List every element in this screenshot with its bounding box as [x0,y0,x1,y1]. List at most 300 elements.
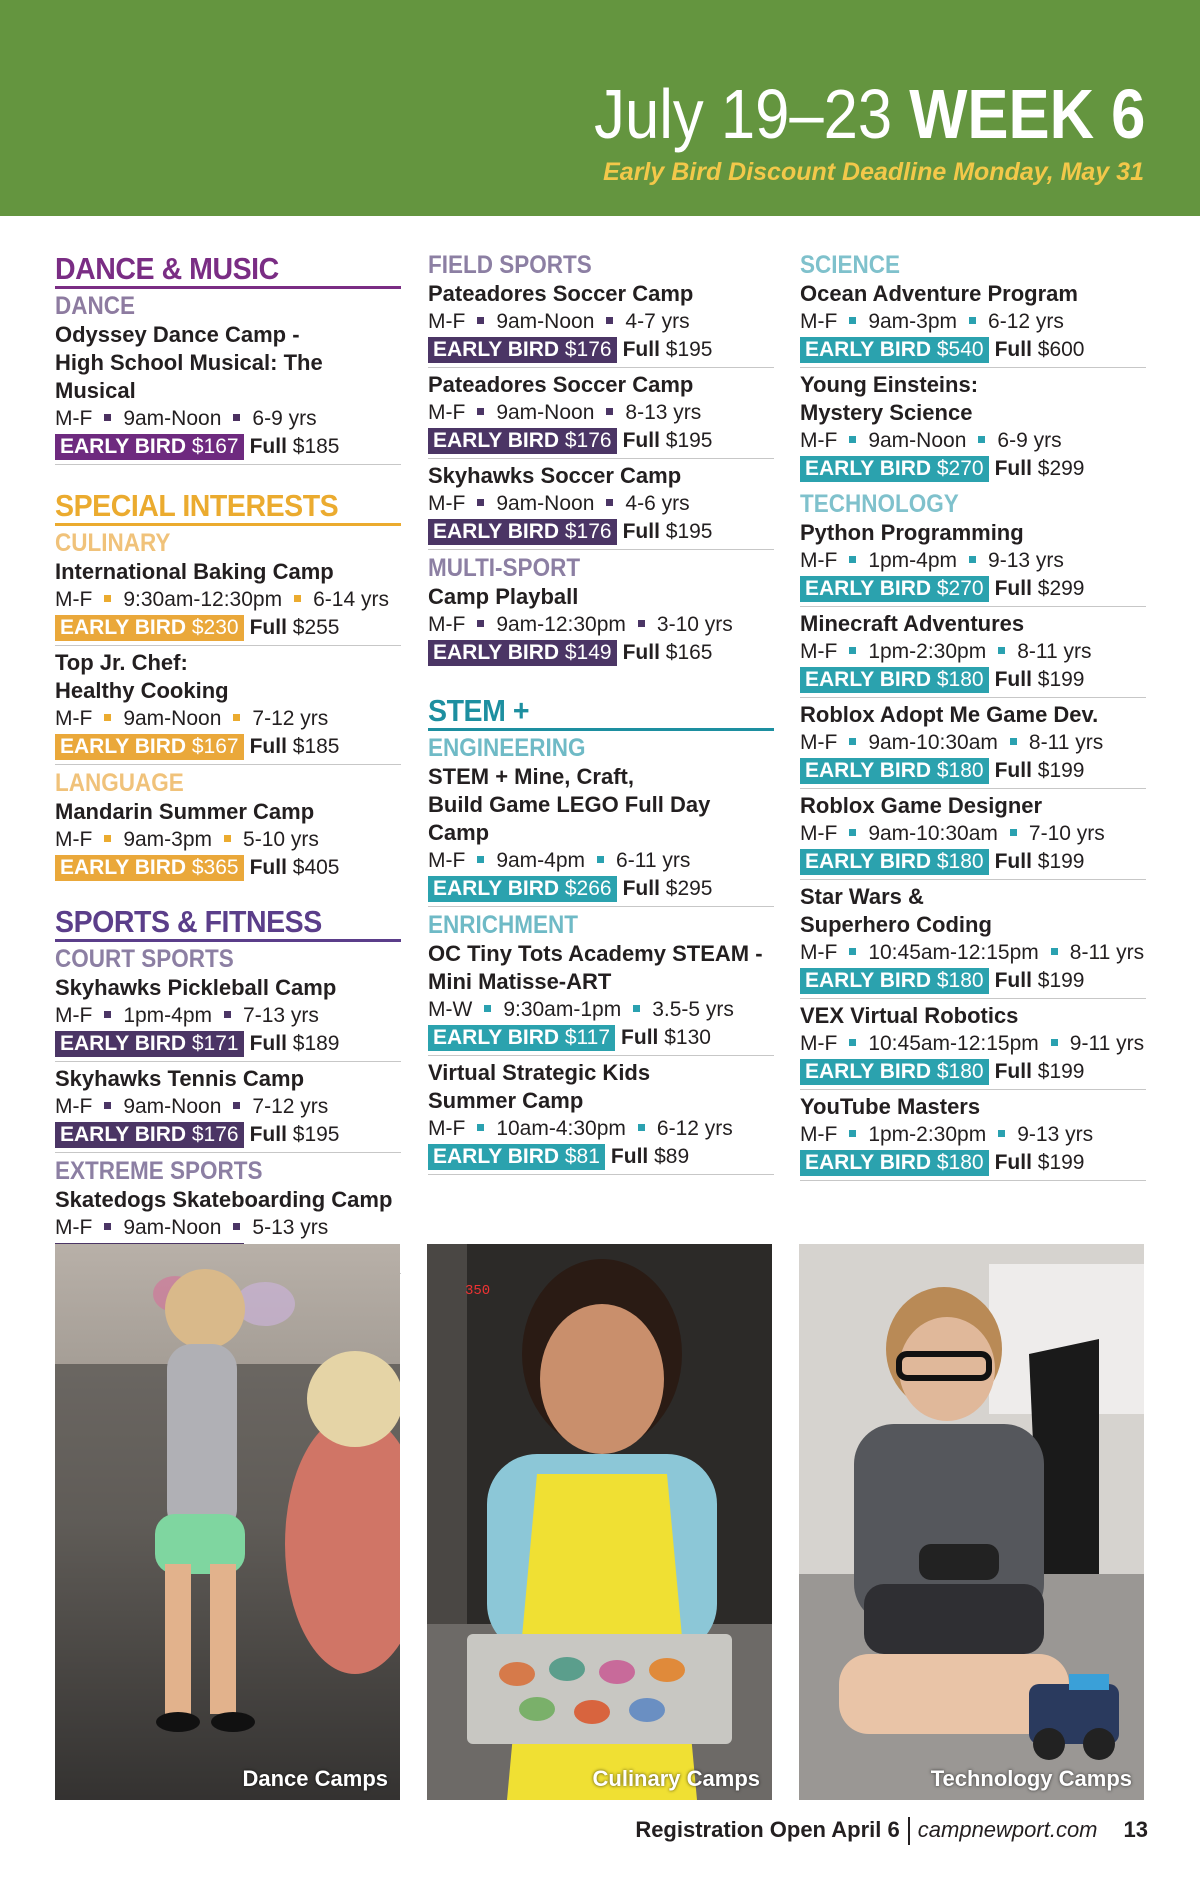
bullet-icon [233,1102,240,1109]
bullet-icon [998,1130,1005,1137]
camp-entry [800,883,1146,999]
full-price [623,338,713,361]
camp-ages: 7-10 yrs [1028,822,1105,845]
full-price [995,1151,1085,1174]
camp-days: M-F [800,731,838,754]
camp-ages: 9-11 yrs [1069,1032,1145,1055]
full-price-value: $189 [292,1032,340,1055]
week-number: WEEK 6 [908,75,1145,153]
bullet-icon [969,317,976,324]
camp-days: M-F [55,828,93,851]
camp-entry [55,558,401,646]
early-bird-badge [800,849,989,875]
early-bird-price: $149 [564,641,612,664]
camp-name: YouTube Masters [800,1094,981,1119]
camp-name: VEX Virtual Robotics [800,1003,1019,1028]
early-bird-price: $180 [936,668,984,691]
bullet-icon [104,1223,111,1230]
bullet-icon [477,620,484,627]
early-bird-price: $167 [191,735,239,758]
camp-days: M-F [55,1004,93,1027]
early-bird-badge [55,434,244,460]
column-2 [428,250,774,1178]
camp-pricing [800,336,1146,364]
early-bird-badge [55,1122,244,1148]
section-stem [428,692,774,1175]
full-price [995,457,1085,480]
subsection-engineering: ENGINEERING [428,734,586,762]
subsection-extreme-sports: EXTREME SPORTS [55,1157,263,1185]
camp-list-enrichment [428,940,774,1175]
early-bird-label: EARLY BIRD [805,1151,932,1174]
bullet-icon [849,647,856,654]
camp-days: M-F [55,1216,93,1239]
bullet-icon [606,408,613,415]
full-price [995,577,1085,600]
camp-time: 9am-12:30pm [496,613,626,636]
early-bird-label: EARLY BIRD [805,759,932,782]
full-label: Full [994,850,1032,873]
full-price-value: $199 [1037,1151,1085,1174]
camp-pricing [55,733,401,761]
early-bird-price: $176 [564,429,612,452]
bullet-icon [477,1124,484,1131]
camp-time: 9am-3pm [123,828,213,851]
early-bird-price: $270 [936,577,984,600]
bullet-icon [1051,1039,1058,1046]
camp-entry [428,940,774,1056]
camp-name: Skyhawks Tennis Camp [55,1066,305,1091]
camp-days: M-F [55,1095,93,1118]
bullet-icon [104,414,111,421]
full-price-value: $405 [292,856,340,879]
bullet-icon [1051,948,1058,955]
camp-days: M-F [800,822,838,845]
full-price-value: $89 [654,1145,690,1168]
camp-time: 9am-Noon [868,429,967,452]
camp-schedule [428,847,774,875]
camp-name: Camp Playball [428,584,579,609]
early-bird-badge [428,1144,605,1170]
camp-days: M-F [800,1123,838,1146]
bullet-icon [1010,738,1017,745]
week-title [594,74,1145,154]
column-3 [800,250,1146,1184]
camp-time: 9am-3pm [868,310,958,333]
early-bird-badge [55,1031,244,1057]
bullet-icon [104,595,111,602]
early-bird-badge [800,456,989,482]
bullet-icon [224,835,231,842]
bullet-icon [638,1124,645,1131]
bullet-icon [978,436,985,443]
camp-time: 9am-Noon [496,310,595,333]
camp-schedule [800,427,1146,455]
bullet-icon [638,620,645,627]
early-bird-deadline: Early Bird Discount Deadline Monday, May 31 [603,158,1144,186]
bullet-icon [104,1102,111,1109]
section-title-sports-fitness: SPORTS & FITNESS [55,904,322,939]
bullet-icon [104,714,111,721]
full-label: Full [249,1032,287,1055]
full-price-value: $195 [665,338,713,361]
camp-list-culinary [55,558,401,765]
full-price [995,759,1085,782]
full-label: Full [622,520,660,543]
camp-entry [800,280,1146,368]
early-bird-label: EARLY BIRD [433,641,560,664]
subsection-multi-sport: MULTI-SPORT [428,554,581,582]
section-sports-fitness [55,903,401,1274]
photo-technology-camps [799,1244,1144,1800]
camp-schedule [55,1093,401,1121]
early-bird-price: $180 [936,1060,984,1083]
camp-schedule [428,611,774,639]
camp-name: Python Programming [800,520,1024,545]
camp-days: M-F [800,549,838,572]
early-bird-price: $365 [191,856,239,879]
camp-list-court-sports [55,974,401,1153]
early-bird-label: EARLY BIRD [60,616,187,639]
camp-days: M-W [428,998,473,1021]
camp-days: M-F [428,849,466,872]
photo-caption: Dance Camps [242,1766,388,1791]
full-label: Full [994,338,1032,361]
early-bird-label: EARLY BIRD [805,457,932,480]
section-rule [55,286,401,289]
camp-name: Young Einsteins: Mystery Science [800,372,979,425]
full-price-value: $299 [1037,457,1085,480]
bullet-icon [849,1039,856,1046]
section-title-stem: STEM + [428,693,530,728]
camp-pricing [800,757,1146,785]
camp-schedule [800,638,1146,666]
camp-schedule [55,705,401,733]
full-price-value: $165 [665,641,713,664]
svg-text:350: 350 [465,1283,491,1299]
camp-schedule [55,405,401,433]
full-price-value: $195 [665,520,713,543]
bullet-icon [477,499,484,506]
camp-days: M-F [55,407,93,430]
full-price [250,1032,340,1055]
full-price [995,850,1085,873]
camp-pricing [800,967,1146,995]
website-link[interactable]: campnewport.com [917,1817,1098,1842]
early-bird-price: $180 [936,850,984,873]
full-price-value: $199 [1037,759,1085,782]
camp-pricing [428,427,774,455]
bullet-icon [477,856,484,863]
camp-time: 9am-Noon [123,407,222,430]
camp-time: 9am-Noon [496,492,595,515]
camp-days: M-F [428,492,466,515]
photo-culinary-camps [427,1244,772,1800]
camp-schedule [428,996,774,1024]
full-price [995,969,1085,992]
camp-schedule [428,490,774,518]
early-bird-badge [55,855,244,881]
camp-time: 9am-Noon [123,1216,222,1239]
full-label: Full [249,1123,287,1146]
early-bird-label: EARLY BIRD [433,1145,560,1168]
bullet-icon [233,414,240,421]
camp-entry [800,1002,1146,1090]
section-title-special-interests: SPECIAL INTERESTS [55,488,339,523]
full-price-value: $195 [665,429,713,452]
early-bird-price: $180 [936,759,984,782]
camp-ages: 3-10 yrs [656,613,733,636]
photo-caption: Culinary Camps [592,1766,760,1791]
section-rule [55,523,401,526]
camp-schedule [800,729,1146,757]
camp-name: Ocean Adventure Program [800,281,1078,306]
registration-notice: Registration Open April 6 [635,1817,900,1842]
camp-schedule [800,1121,1146,1149]
full-price [623,641,713,664]
technology-photo-illustration [799,1244,1144,1800]
camp-ages: 8-13 yrs [625,401,702,424]
early-bird-label: EARLY BIRD [433,877,560,900]
camp-pricing [428,639,774,667]
bullet-icon [224,1011,231,1018]
camp-ages: 6-9 yrs [997,429,1062,452]
bullet-icon [998,647,1005,654]
full-label: Full [994,969,1032,992]
camp-days: M-F [428,310,466,333]
section-rule [55,939,401,942]
camp-days: M-F [800,310,838,333]
camp-time: 9am-Noon [123,707,222,730]
camp-schedule [428,1115,774,1143]
bullet-icon [633,1005,640,1012]
bullet-icon [849,948,856,955]
camp-entry [55,798,401,885]
camp-name: Star Wars & Superhero Coding [800,884,992,937]
early-bird-badge [800,337,989,363]
early-bird-price: $176 [564,338,612,361]
camp-ages: 7-12 yrs [252,707,329,730]
camp-pricing [55,433,401,461]
early-bird-label: EARLY BIRD [60,1123,187,1146]
camp-name: Roblox Game Designer [800,793,1043,818]
camp-schedule [800,1030,1146,1058]
full-label: Full [621,1026,659,1049]
camp-name: STEM + Mine, Craft, Build Game LEGO Full Day Camp [428,764,711,845]
camp-ages: 6-12 yrs [988,310,1064,333]
camp-time: 9am-10:30am [868,822,998,845]
subsection-field-sports: FIELD SPORTS [428,251,592,279]
full-price [250,1123,340,1146]
early-bird-label: EARLY BIRD [805,338,932,361]
camp-pricing [428,875,774,903]
camp-entry [428,1059,774,1175]
bullet-icon [484,1005,491,1012]
camp-time: 10:45am-12:15pm [868,941,1039,964]
full-price-value: $195 [292,1123,340,1146]
bullet-icon [294,595,301,602]
early-bird-badge [800,758,989,784]
full-price [250,856,340,879]
camp-days: M-F [800,941,838,964]
page-number: 13 [1123,1817,1148,1842]
subsection-culinary: CULINARY [55,529,171,557]
early-bird-badge [428,640,617,666]
bullet-icon [849,317,856,324]
bullet-icon [969,556,976,563]
camp-list-dance [55,321,401,465]
section-rule [428,728,774,731]
early-bird-badge [55,615,244,641]
camp-ages: 6-14 yrs [313,588,389,611]
camp-time: 9:30am-1pm [503,998,622,1021]
camp-time: 1pm-4pm [868,549,958,572]
camp-entry [428,583,774,670]
early-bird-price: $180 [936,1151,984,1174]
camp-time: 9:30am-12:30pm [123,588,283,611]
early-bird-label: EARLY BIRD [805,850,932,873]
full-price-value: $185 [292,435,340,458]
camp-entry [55,1065,401,1153]
full-price [623,429,713,452]
bullet-icon [233,714,240,721]
early-bird-label: EARLY BIRD [805,1060,932,1083]
early-bird-label: EARLY BIRD [433,520,560,543]
subsection-court-sports: COURT SPORTS [55,945,234,973]
camp-entry [428,763,774,907]
early-bird-label: EARLY BIRD [60,735,187,758]
full-price-value: $199 [1037,969,1085,992]
camp-name: International Baking Camp [55,559,334,584]
camp-days: M-F [428,1117,466,1140]
early-bird-label: EARLY BIRD [60,435,187,458]
full-price [621,1026,711,1049]
full-price-value: $199 [1037,1060,1085,1083]
early-bird-label: EARLY BIRD [60,1032,187,1055]
full-price-value: $199 [1037,668,1085,691]
section-science [800,250,1146,1181]
full-label: Full [249,856,287,879]
camp-ages: 6-9 yrs [252,407,317,430]
full-label: Full [622,338,660,361]
full-price [250,735,340,758]
early-bird-label: EARLY BIRD [805,668,932,691]
camp-pricing [428,336,774,364]
early-bird-badge [800,667,989,693]
full-price [995,668,1085,691]
early-bird-price: $167 [191,435,239,458]
early-bird-price: $540 [936,338,984,361]
camp-ages: 5-10 yrs [243,828,319,851]
subsection-dance: DANCE [55,292,136,320]
camp-entry [428,462,774,550]
camp-time: 1pm-4pm [123,1004,213,1027]
early-bird-badge [800,1059,989,1085]
early-bird-label: EARLY BIRD [433,429,560,452]
camp-name: Skyhawks Soccer Camp [428,463,682,488]
camp-pricing [800,575,1146,603]
camp-time: 9am-Noon [123,1095,222,1118]
full-price [611,1145,689,1168]
camp-ages: 9-13 yrs [1017,1123,1094,1146]
camp-entry [55,649,401,765]
camp-schedule [55,1002,401,1030]
early-bird-badge [428,1025,615,1051]
full-label: Full [994,1151,1032,1174]
full-price [250,616,340,639]
early-bird-label: EARLY BIRD [805,577,932,600]
early-bird-badge [428,337,617,363]
section-special-interests [55,487,401,885]
camp-ages: 4-6 yrs [625,492,690,515]
early-bird-price: $171 [191,1032,239,1055]
camp-pricing [428,518,774,546]
bullet-icon [477,317,484,324]
full-price-value: $255 [292,616,340,639]
camp-ages: 6-11 yrs [616,849,691,872]
camp-time: 9am-Noon [496,401,595,424]
early-bird-badge [428,519,617,545]
early-bird-price: $180 [936,969,984,992]
full-price-value: $299 [1037,577,1085,600]
camp-schedule [55,826,401,854]
early-bird-badge [800,968,989,994]
camp-ages: 7-12 yrs [252,1095,329,1118]
section-title-dance-music: DANCE & MUSIC [55,251,279,286]
camp-schedule [55,1214,401,1242]
bullet-icon [849,738,856,745]
camp-name: Skatedogs Skateboarding Camp [55,1187,393,1212]
camp-ages: 8-11 yrs [1017,640,1092,663]
camp-list-engineering [428,763,774,907]
subsection-enrichment: ENRICHMENT [428,911,579,939]
camp-name: Pateadores Soccer Camp [428,281,694,306]
camp-name: Minecraft Adventures [800,611,1025,636]
bullet-icon [597,856,604,863]
camp-days: M-F [55,707,93,730]
footer-divider [908,1817,910,1845]
subsection-science: SCIENCE [800,251,901,279]
camp-time: 1pm-2:30pm [868,640,987,663]
bullet-icon [477,408,484,415]
camp-days: M-F [55,588,93,611]
section-field-sports [428,250,774,670]
full-price-value: $185 [292,735,340,758]
page-header [0,0,1200,216]
bullet-icon [606,317,613,324]
early-bird-label: EARLY BIRD [805,969,932,992]
bullet-icon [1010,829,1017,836]
camp-name: OC Tiny Tots Academy STEAM - Mini Matisse-ART [428,941,763,994]
camp-time: 10am-4:30pm [496,1117,626,1140]
full-label: Full [994,457,1032,480]
early-bird-price: $117 [564,1026,611,1049]
camp-time: 9am-4pm [496,849,586,872]
camp-pricing [55,1030,401,1058]
early-bird-price: $266 [564,877,612,900]
camp-entry [55,321,401,465]
full-price [623,877,713,900]
bullet-icon [233,1223,240,1230]
week-dates: July 19–23 [593,75,892,153]
camp-time: 10:45am-12:15pm [868,1032,1039,1055]
camp-entry [800,701,1146,789]
camp-entry [800,519,1146,607]
early-bird-price: $270 [936,457,984,480]
full-price-value: $199 [1037,850,1085,873]
full-label: Full [622,641,660,664]
early-bird-label: EARLY BIRD [433,338,560,361]
